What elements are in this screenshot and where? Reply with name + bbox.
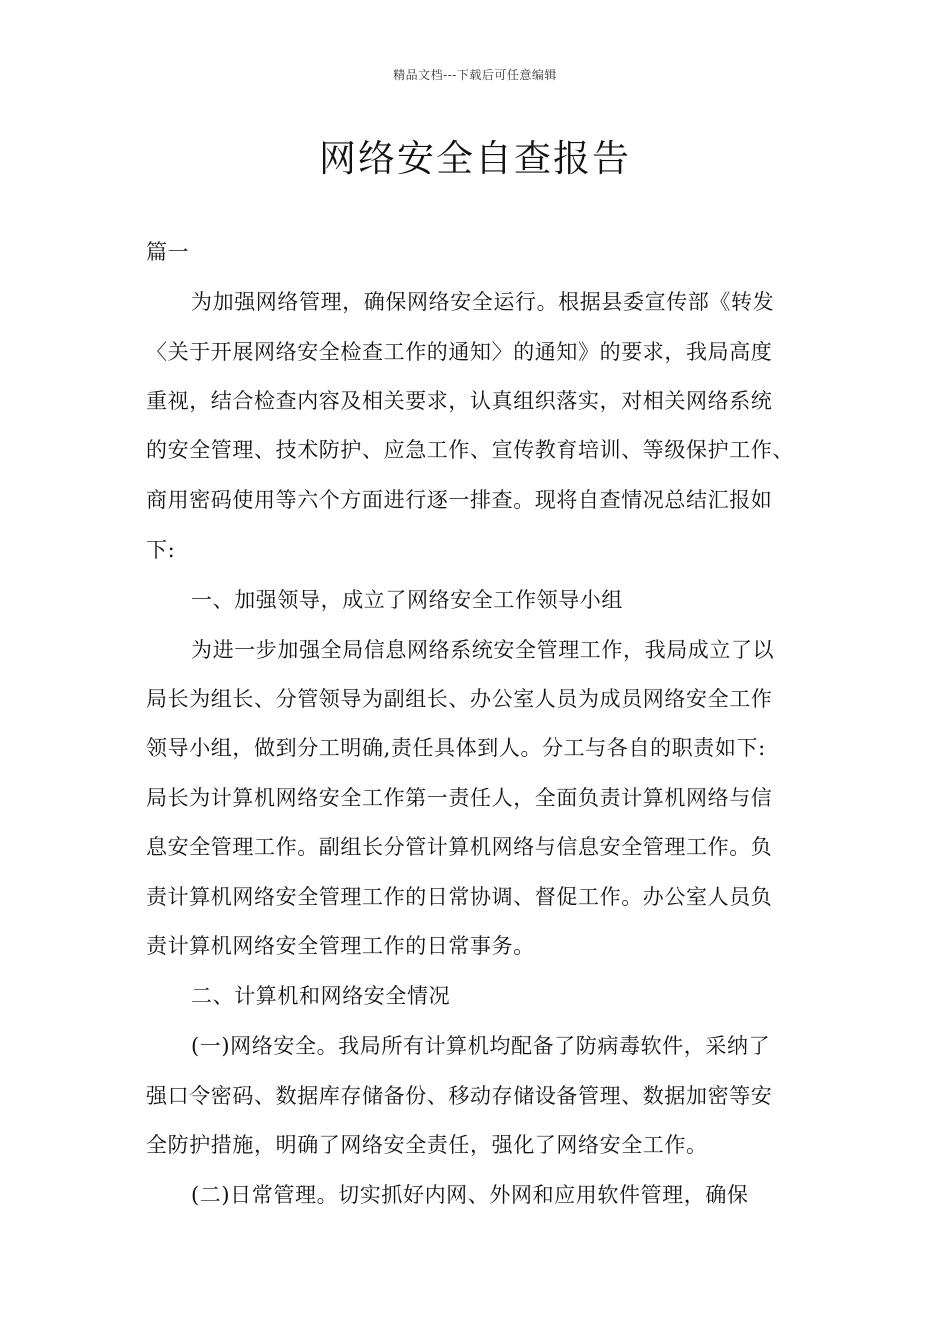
section-label: 篇一 xyxy=(146,240,190,264)
paragraph-line: 全防护措施，明确了网络安全责任，强化了网络安全工作。 xyxy=(146,1133,708,1157)
paragraph-line: 为进一步加强全局信息网络系统安全管理工作，我局成立了以 xyxy=(191,638,775,662)
paragraph-line: 的安全管理、技术防护、应急工作、宣传教育培训、等级保护工作、 xyxy=(146,438,794,462)
paragraph-line: 为加强网络管理，确保网络安全运行。根据县委宣传部《转发 xyxy=(191,290,775,314)
paragraph-line: 领导小组，做到分工明确,责任具体到人。分工与各自的职责如下: xyxy=(146,736,766,760)
section-heading: 一、加强领导，成立了网络安全工作领导小组 xyxy=(191,588,623,612)
paragraph-line: 强口令密码、数据库存储备份、移动存储设备管理、数据加密等安 xyxy=(146,1084,773,1108)
document-title: 网络安全自查报告 xyxy=(319,137,631,180)
page-header: 精品文档---下载后可任意编辑 xyxy=(393,68,557,82)
paragraph-line: 责计算机网络安全管理工作的日常协调、督促工作。办公室人员负 xyxy=(146,885,773,909)
paragraph-line: 商用密码使用等六个方面进行逐一排查。现将自查情况总结汇报如 xyxy=(146,488,773,512)
paragraph-line: 局长为计算机网络安全工作第一责任人，全面负责计算机网络与信 xyxy=(146,786,773,810)
section-heading: 二、计算机和网络安全情况 xyxy=(191,984,451,1008)
paragraph-line: 局长为组长、分管领导为副组长、办公室人员为成员网络安全工作 xyxy=(146,687,773,711)
paragraph-line: (一)网络安全。我局所有计算机均配备了防病毒软件，采纳了 xyxy=(191,1034,771,1058)
paragraph-line: (二)日常管理。切实抓好内网、外网和应用软件管理，确保 xyxy=(191,1183,749,1207)
paragraph-line: 责计算机网络安全管理工作的日常事务。 xyxy=(146,934,535,958)
paragraph-line: 息安全管理工作。副组长分管计算机网络与信息安全管理工作。负 xyxy=(146,835,773,859)
paragraph-line: 下: xyxy=(146,538,176,562)
paragraph-line: 〈关于开展网络安全检查工作的通知〉的通知》的要求，我局高度 xyxy=(146,340,773,364)
paragraph-line: 重视，结合检查内容及相关要求，认真组织落实，对相关网络系统 xyxy=(146,389,773,413)
